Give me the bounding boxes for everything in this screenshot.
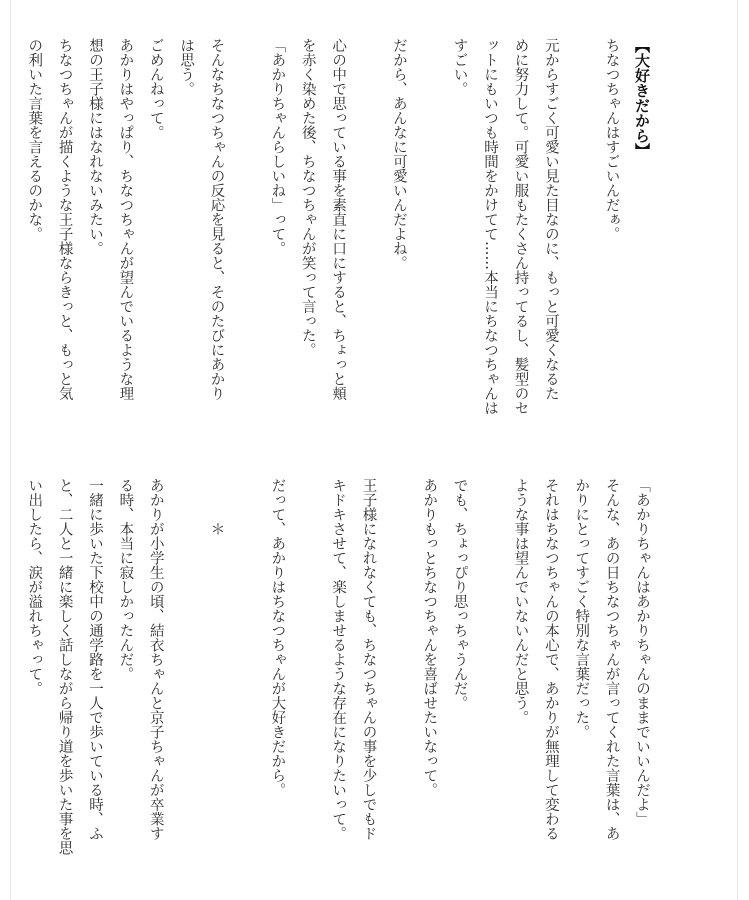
blank-line [175, 478, 197, 878]
text-line: 想の王子様にはなれないみたい。 [86, 38, 103, 256]
text-line: あかりが小学生の頃、結衣ちゃんと京子ちゃんが卒業す [147, 478, 164, 841]
text-line: 心の中で思っている事を素直に口にすると、ちょっと頬 [330, 38, 347, 401]
text-line: ごめんねって。 [147, 38, 164, 140]
text-line: ちなつちゃんが描くような王子様ならきっと、もっと気 [56, 38, 73, 401]
blank-line [418, 38, 440, 438]
blank-line [357, 38, 379, 438]
text-line: ような事は望んでいないんだと思う。 [512, 478, 529, 725]
text-line: を赤く染めた後、ちなつちゃんが笑って言った。 [299, 38, 316, 357]
text-line: かりにとってすごく特別な言葉だった。 [573, 478, 590, 739]
text-line: と、二人と一緒に楽しく話しながら帰り道を歩いた事を思 [56, 478, 73, 855]
text-line: キドキさせて、楽しませるような存在になりたいって。 [330, 478, 347, 841]
blank-line [297, 478, 319, 878]
text-line: い出したら、涙が溢れちゃって。 [26, 478, 43, 696]
text-line: ットにもいつも時間をかけてて……本当にちなつちゃんは [482, 38, 499, 415]
text-line: そんなちなつちゃんの反応を見ると、そのたびにあかり [208, 38, 225, 401]
text-line: そんな、あの日ちなつちゃんが言ってくれた言葉は、あ [603, 478, 620, 841]
text-line: あかりもっとちなつちゃんを喜ばせたいなって。 [421, 478, 438, 797]
top-text-block [15, 38, 653, 438]
blank-line [479, 478, 501, 878]
text-line: 王子様になれなくても、ちなつちゃんの事を少しでもド [360, 478, 377, 841]
text-line: だって、あかりはちなつちゃんが大好きだから。 [269, 478, 286, 797]
bottom-text-block [15, 478, 653, 878]
text-line: それはちなつちゃんの本心で、あかりが無理して変わる [542, 478, 559, 841]
blank-line [570, 38, 592, 438]
text-line: すごい。 [451, 38, 468, 96]
section-break-asterisk: ＊ [208, 521, 225, 536]
text-line: 一緒に歩いた下校中の通学路を一人で歩いている時、ふ [86, 478, 103, 841]
text-line: る時、本当に寂しかったんだ。 [117, 478, 134, 681]
blank-line [236, 478, 258, 878]
text-line: の利いた言葉を言えるのかな。 [26, 38, 43, 241]
blank-line [236, 38, 258, 438]
chapter-heading: 【大好きだから】 [633, 38, 651, 158]
text-line: ちなつちゃんはすごいんだぁ。 [603, 38, 620, 241]
text-line: 「あかりちゃんらしいね」って。 [269, 38, 286, 256]
text-line: だから、あんなに可愛いんだよね。 [390, 38, 407, 270]
book-page [10, 0, 738, 900]
text-line: あかりはやっぱり、ちなつちゃんが望んでいるような理 [117, 38, 134, 401]
blank-line [388, 478, 410, 878]
text-line: でも、ちょっぴり思っちゃうんだ。 [451, 478, 468, 710]
text-line: めに努力して。可愛い服もたくさん持ってるし、髪型のセ [512, 38, 529, 415]
text-line: 「あかりちゃんはあかりちゃんのままでいいんだよ」 [634, 478, 650, 826]
text-line: 元からすごく可愛い見た目なのに、もっと可愛くなるた [542, 38, 559, 401]
text-line: は思う。 [178, 38, 195, 96]
